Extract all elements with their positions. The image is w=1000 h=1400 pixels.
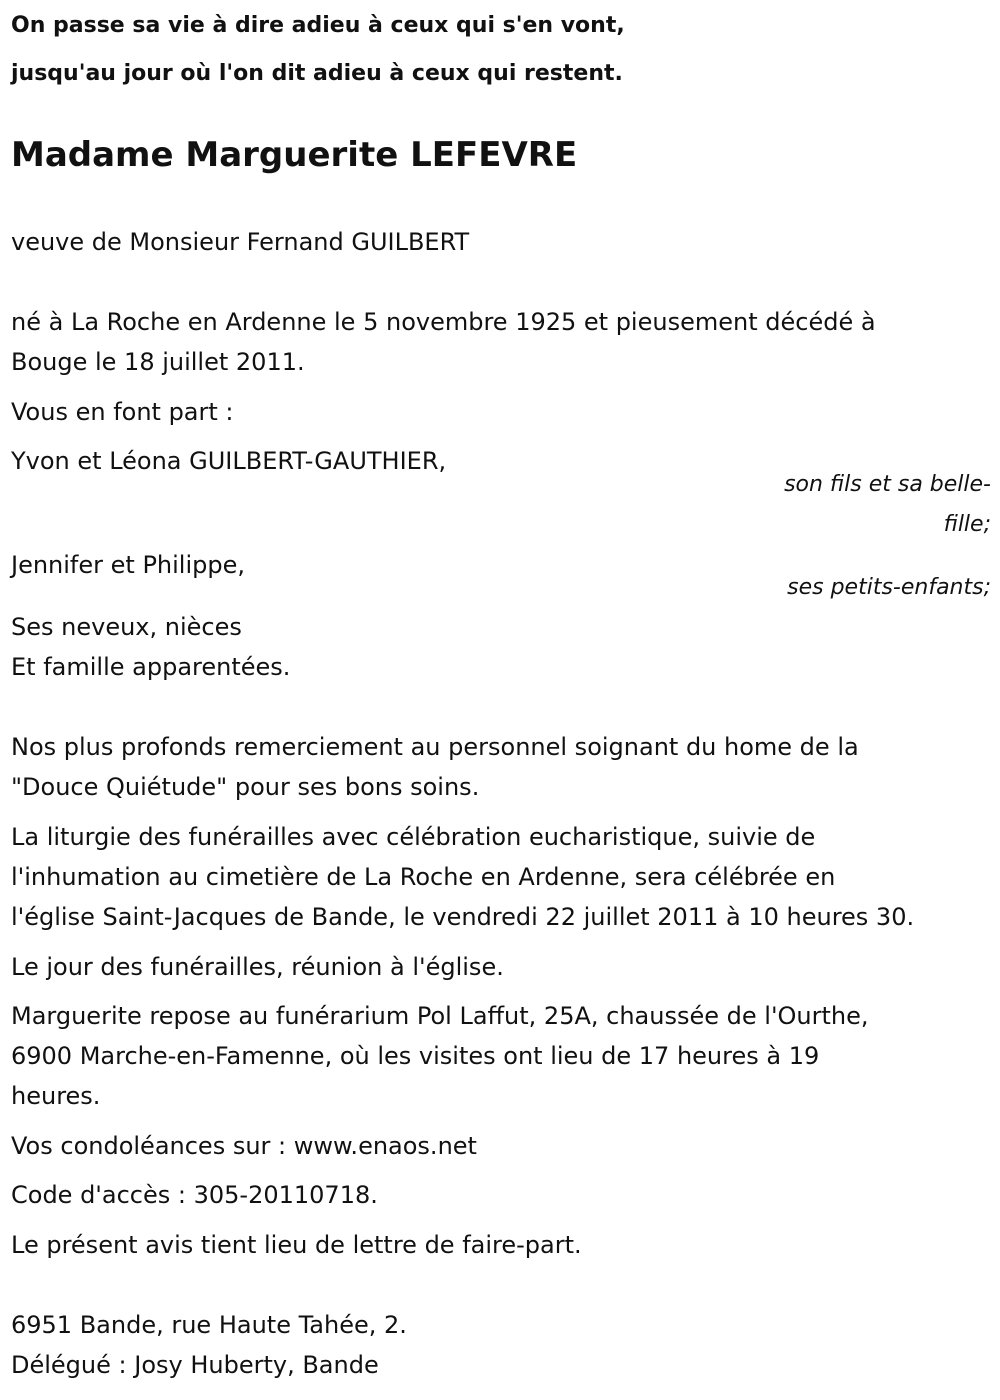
thanks-line-2: "Douce Quiétude" pour ses bons soins.	[11, 773, 480, 801]
condolences-line: Vos condoléances sur : www.enaos.net	[11, 1132, 477, 1160]
rest-line-1: Marguerite repose au funérarium Pol Laffut, 25A, chaussée de l'Ourthe,	[11, 1002, 869, 1030]
rest-line-2: 6900 Marche-en-Famenne, où les visites ont lieu de 17 heures à 19	[11, 1042, 820, 1070]
family-names-1: Yvon et Léona GUILBERT-GAUTHIER,	[11, 447, 447, 475]
address-line: 6951 Bande, rue Haute Tahée, 2.	[11, 1311, 407, 1339]
family-relation-1b: fille;	[943, 512, 991, 537]
birth-death-line-2: Bouge le 18 juillet 2011.	[11, 348, 305, 376]
funeral-line-2: l'inhumation au cimetière de La Roche en Ardenne, sera célébrée en	[11, 863, 836, 891]
announcement: Vous en font part :	[11, 398, 234, 426]
notice-line: Le présent avis tient lieu de lettre de faire-part.	[11, 1231, 582, 1259]
family-relation-1a: son fils et sa belle-	[784, 472, 991, 497]
rest-line-3: heures.	[11, 1082, 101, 1110]
funeral-line-3: l'église Saint-Jacques de Bande, le vendredi 22 juillet 2011 à 10 heures 30.	[11, 903, 915, 931]
thanks-line-1: Nos plus profonds remerciement au personnel soignant du home de la	[11, 733, 859, 761]
delegate-line: Délégué : Josy Huberty, Bande	[11, 1351, 379, 1379]
funeral-line-1: La liturgie des funérailles avec célébration eucharistique, suivie de	[11, 823, 816, 851]
family-names-2: Jennifer et Philippe,	[11, 551, 245, 579]
deceased-name: Madame Marguerite LEFEVRE	[11, 135, 578, 175]
epigraph-line-1: On passe sa vie à dire adieu à ceux qui s'en vont,	[11, 13, 625, 38]
meeting-line: Le jour des funérailles, réunion à l'église.	[11, 953, 504, 981]
spouse-line: veuve de Monsieur Fernand GUILBERT	[11, 228, 470, 256]
birth-death-line-1: né à La Roche en Ardenne le 5 novembre 1925 et pieusement décédé à	[11, 308, 876, 336]
extended-family-line-2: Et famille apparentées.	[11, 653, 291, 681]
epigraph-line-2: jusqu'au jour où l'on dit adieu à ceux qui restent.	[11, 61, 623, 86]
access-code-line: Code d'accès : 305-20110718.	[11, 1181, 378, 1209]
family-relation-2: ses petits-enfants;	[787, 575, 991, 600]
extended-family-line-1: Ses neveux, nièces	[11, 613, 242, 641]
